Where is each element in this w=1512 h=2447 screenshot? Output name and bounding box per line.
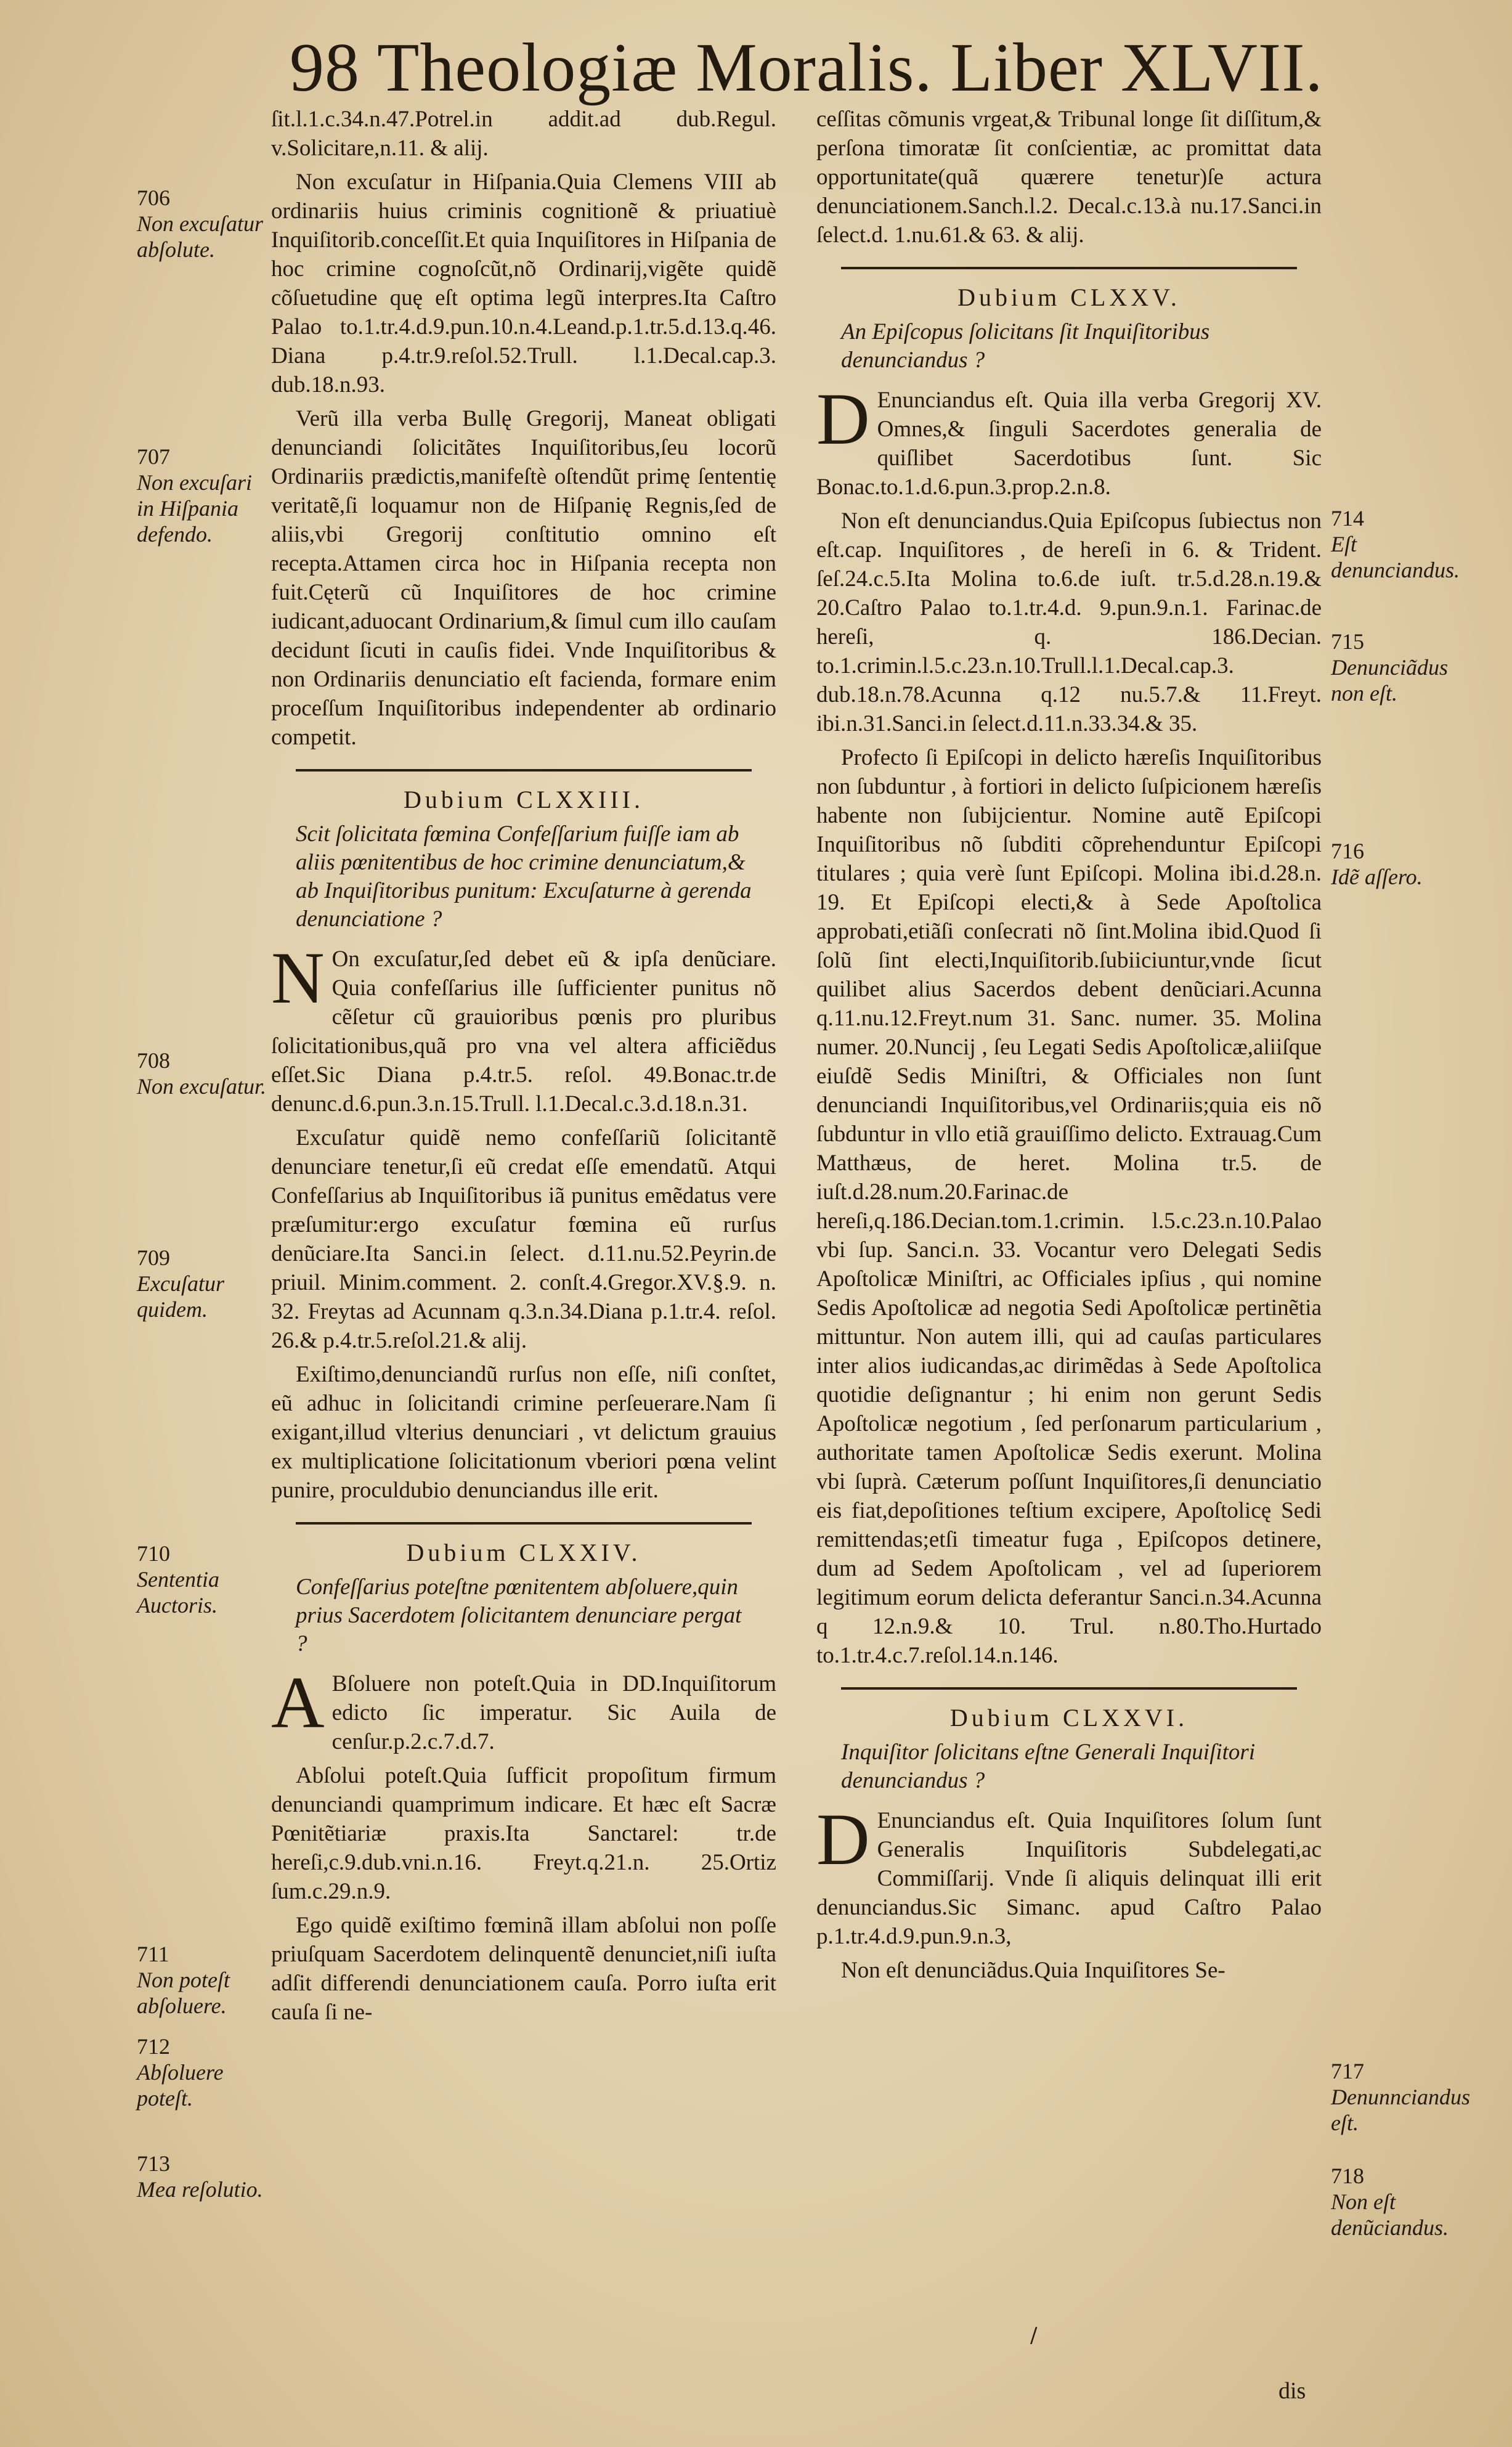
paragraph-text: Bſoluere non poteſt.Quia in DD.Inquiſitorum edicto ſic imperatur. Sic Auila de cenſur.p.2.c.7.d.7. [331, 1671, 776, 1754]
margin-note-716 [1331, 838, 1460, 890]
margin-note-text: Mea reſolutio. [137, 2177, 263, 2202]
margin-note-number: 708 [137, 1048, 170, 1073]
margin-note-text: Non excuſatur. [137, 1074, 266, 1099]
margin-note-number: 709 [137, 1245, 170, 1270]
margin-note-number: 711 [137, 1942, 169, 1966]
margin-note-number: 717 [1331, 2059, 1364, 2083]
dubium-heading: Dubium CLXXVI. [949, 1704, 1189, 1732]
margin-note-text: Eſt denunciandus. [1331, 532, 1460, 582]
paragraph-text: Enunciandus eſt. Quia illa verba Gregorij XV. Omnes,& ſinguli Sacerdotes generalia de quiſlibet Sacerdotibus ſunt. Sic Bonac.to.1.d.6.pun.3.prop.2.n.8. [816, 388, 1322, 500]
right-column [816, 105, 1322, 1990]
dubium-heading: Dubium CLXXV. [957, 283, 1181, 311]
margin-note-number: 707 [137, 444, 170, 469]
margin-note-718 [1331, 2163, 1460, 2241]
text-paragraph: Non excuſatur in Hiſpania.Quia Clemens VIII ab ordinariis huius criminis cognitionẽ & priuatiuè Inquiſitorib.conceſſit.Et quia Inquiſitores in Hiſpania de hoc crimine cognoſcũt,nõ Ordinarij,vigẽte quidẽ cõſuetudine quę eſt optima legũ interpres.Ita Caſtro Palao to.1.tr.4.d.9.pun.10.n.4.Leand.p.1.tr.5.d.13.q.46. Diana p.4.tr.9.reſol.52.Trull. l.1.Decal.cap.3. dub.18.n.93. [271, 169, 776, 397]
text-paragraph: ceſſitas cõmunis vrgeat,& Tribunal longe ſit diſſitum,& perſona timoratæ ſit conſcientiæ, ac promittat data opportunitate(quã quærere tenetur)ſe actura denunciationem.Sanch.l.2. Decal.c.13.à nu.17.Sanci.in ſelect.d. 1.nu.61.& 63. & alij. [816, 107, 1322, 248]
running-header [290, 25, 1386, 111]
margin-note-text: Abſoluere poteſt. [137, 2060, 224, 2111]
margin-note-707 [137, 444, 266, 547]
section-divider [296, 1522, 752, 1525]
text-paragraph: Abſolui poteſt.Quia ſufficit propoſitum firmum denunciandi quamprimum indicare. Et hæc eſt Sacræ Pœnitẽtiariæ praxis.Ita Sanctarel: tr.de hereſi,c.9.dub.vni.n.16. Freyt.q.21.n. 25.Ortiz ſum.c.29.n.9. [271, 1763, 776, 1904]
margin-note-715 [1331, 629, 1460, 706]
margin-note-text: Non excuſari in Hiſpania defendo. [137, 470, 252, 547]
catchword: dis [1278, 2378, 1306, 2404]
margin-note-number: 716 [1331, 839, 1364, 863]
margin-note-text: Excuſatur quidem. [137, 1271, 224, 1322]
margin-note-717 [1331, 2058, 1470, 2136]
margin-note-number: 713 [137, 2151, 170, 2176]
text-paragraph: Excuſatur quidẽ nemo confeſſariũ ſolicitantẽ denunciare tenetur,ſi eũ credat eſſe emendatũ. Atqui Confeſſarius ab Inquiſitoribus iã punitus emẽdatus vere præſumitur:ergo excuſatur fœmina eũ rurſus denũciare.Ita Sanci.in ſelect. d.11.nu.52.Peyrin.de priuil. Minim.comment. 2. conſt.4.Gregor.XV.§.9. n. 32. Freytas ad Acunnam q.3.n.34.Diana p.1.tr.4. reſol. 26.& p.4.tr.5.reſol.21.& alij. [271, 1125, 776, 1353]
margin-note-text: Non excuſatur abſolute. [137, 211, 263, 262]
margin-note-text: Sententia Auctoris. [137, 1567, 219, 1618]
margin-note-text: Idẽ aſſero. [1331, 865, 1423, 889]
margin-note-709 [137, 1245, 266, 1322]
text-paragraph [816, 378, 1322, 502]
drop-cap: D [816, 378, 870, 460]
margin-note-711 [137, 1941, 266, 2019]
text-paragraph: Verũ illa verba Bullę Gregorij, Maneat obligati denunciandi ſolicitãtes Inquiſitoribus,ſeu locorũ Ordinariis prædictis,manifeſtè oſtendũt primę ſententię veritatẽ,ſi loquamur non de Hiſpanię Regnis,ſed de aliis,vbi Gregorij conſtitutio omnino eſt recepta.Attamen circa hoc in Hiſpania recepta non fuit.Cęterũ cũ Inquiſitores de hoc crimine iudicant,aduocant Ordinarium,& ſimul cum illo cauſam decidunt ſicuti in cauſis fidei. Vnde Inquiſitoribus & non Ordinariis denunciatio eſt facienda, formare enim proceſſum Inquiſitoribus independenter ab ordinario competit. [271, 406, 776, 750]
dubium-heading: Dubium CLXXIII. [404, 786, 644, 813]
margin-note-708 [137, 1048, 266, 1099]
margin-note-710 [137, 1541, 266, 1618]
dubium-question: Scit ſolicitata fœmina Confeſſarium fuiſſe iam ab aliis pœnitentibus de hoc crimine denunciatum,& ab Inquiſitoribus punitum: Excuſaturne à gerenda denunciatione ? [296, 821, 752, 932]
drop-cap: D [816, 1798, 870, 1880]
section-divider [841, 267, 1297, 269]
margin-note-text: Denunnciandus eſt. [1331, 2085, 1470, 2135]
drop-cap: N [271, 937, 325, 1019]
margin-note-713 [137, 2151, 266, 2202]
margin-note-712 [137, 2034, 266, 2111]
margin-note-number: 714 [1331, 506, 1364, 531]
text-paragraph [271, 937, 776, 1118]
margin-note-number: 718 [1331, 2164, 1364, 2188]
text-paragraph: ſit.l.1.c.34.n.47.Potrel.in addit.ad dub.Regul. v.Solicitare,n.11. & alij. [271, 107, 776, 161]
paragraph-text: Enunciandus eſt. Quia Inquiſitores ſolum ſunt Generalis Inquiſitoris Subdelegati,ac Commiſſarij. Vnde ſi aliquis delinquat illi erit denunciandus.Sic Simanc. apud Caſtro Palao p.1.tr.4.d.9.pun.9.n.3, [816, 1808, 1322, 1949]
text-paragraph: Non eſt denunciandus.Quia Epiſcopus ſubiectus non eſt.cap. Inquiſitores , de hereſi in 6. & Trident. ſeſ.24.c.5.Ita Molina to.6.de iuſt. tr.5.d.28.n.19.& 20.Caſtro Palao to.1.tr.4.d. 9.pun.9.n.1. Farinac.de hereſi, q. 186.Decian. to.1.crimin.l.5.c.23.n.10.Trull.l.1.Decal.cap.3. dub.18.n.78.Acunna q.12 nu.5.7.& 11.Freyt. ibi.n.31.Sanci.in ſelect.d.11.n.33.34.& 35. [816, 508, 1322, 736]
margin-note-number: 710 [137, 1541, 170, 1566]
margin-note-number: 706 [137, 185, 170, 210]
left-column [271, 105, 776, 2032]
dubium-question: An Epiſcopus ſolicitans ſit Inquiſitoribus denunciandus ? [841, 319, 1210, 373]
text-paragraph: Ego quidẽ exiſtimo fœminã illam abſolui non poſſe priuſquam Sacerdotem delinquentẽ denunciet,niſi iuſta adſit differendi denunciationem cauſa. Porro iuſta erit cauſa ſi ne- [271, 1913, 776, 2025]
text-paragraph: Profecto ſi Epiſcopi in delicto hæreſis Inquiſitoribus non ſubduntur , à fortiori in delicto ſuſpicionem hæreſis habente non ſubijcientur. Nomine autẽ Epiſcopi Inquiſitoribus nõ ſubditi cõprehenduntur Epiſcopi titulares ; quia verè ſunt Epiſcopi. Molina ibi.d.28.n. 19. Et Epiſcopi electi,& à Sede Apoſtolica approbati,etiãſi conſecrati nõ ſint.Molina ibid.Quod ſi ſolũ ſint electi,Inquiſitorib.ſubiiciuntur,vnde ſicut quilibet alius Sacerdos debent denũciari.Acunna q.11.nu.12.Freyt.num 31. Sanc. numer. 35. Molina numer. 20.Nuncij , ſeu Legati Sedis Apoſtolicæ,aliiſque eiuſdẽ Sedis Miniſtri, & Officiales non ſunt denunciandi Inquiſitoribus,vel Ordinariis;quia eis nõ ſubduntur in vllo etiã grauiſſimo delicto. Extrauag.Cum Matthæus, de heret. Molina tr.5. de iuſt.d.28.num.20.Farinac.de hereſi,q.186.Decian.tom.1.crimin. l.5.c.23.n.10.Palao vbi ſup. Sanci.n. 33. Vocantur vero Delegati Sedis Apoſtolicæ Miniſtri, ac Officiales ipſius , qui nomine Sedis Apoſtolicæ ad negotia Sedi Apoſtolicæ pertinẽtia mittuntur. Non autem illi, qui ad cauſas particulares inter alios iudicandas,ac dirimẽdas à Sede Apoſtolica quotidie deſignantur ; hi enim non gerunt Sedis Apoſtolicæ negotium , ſed perſonarum particularium , authoritate tamen Apoſtolicæ Sedis exerunt. Molina vbi ſuprà. Cæterum poſſunt Inquiſitores,ſi denunciatio eis fiat,depoſitiones teſtium excipere, Apoſtolicę Sedi remittendas;etſi timeatur fuga , Epiſcopos detinere, dum ad Sedem Apoſtolicam , vel ad ſuperiorem legitimum eorum delicta deferantur Sanci.n.34.Acunna q 12.n.9.& 10. Trul. n.80.Tho.Hurtado to.1.tr.4.c.7.reſol.14.n.146. [816, 745, 1322, 1668]
margin-note-number: 715 [1331, 629, 1364, 654]
margin-note-number: 712 [137, 2034, 170, 2059]
text-paragraph [271, 1661, 776, 1756]
paragraph-text: On excuſatur,ſed debet eũ & ipſa denũciare. Quia confeſſarius ille ſufficienter punitus nõ cẽſetur cũ grauioribus pœnis pro pluribus ſolicitationibus,quã pro vna vel altera afficiẽdus eſſet.Sic Diana p.4.tr.5. reſol. 49.Bonac.tr.de denunc.d.6.pun.3.n.15.Trull. l.1.Decal.c.3.d.18.n.31. [271, 947, 776, 1117]
dubium-question: Confeſſarius poteſtne pœnitentem abſoluere,quin prius Sacerdotem ſolicitantem denunciare pergat ? [296, 1574, 742, 1656]
margin-note-text: Non eſt denũciandus. [1331, 2189, 1449, 2240]
margin-note-text: Denunciãdus non eſt. [1331, 655, 1448, 706]
text-paragraph: Exiſtimo,denunciandũ rurſus non eſſe, niſi conſtet, eũ adhuc in ſolicitandi crimine perſeuerare.Nam ſi exigant,illud vlterius denunciari , vt delictum grauius ex multiplicatione ſolicitationum vberiori pœna velint punire, proculdubio denunciandus ille erit. [271, 1362, 776, 1503]
text-paragraph: Non eſt denunciãdus.Quia Inquiſitores Se- [841, 1958, 1225, 1983]
margin-note-text: Non poteſt abſoluere. [137, 1968, 230, 2018]
margin-note-714 [1331, 505, 1460, 583]
section-divider [296, 769, 752, 772]
margin-note-706 [137, 185, 266, 263]
folio-mark: / [1030, 2323, 1038, 2348]
text-paragraph [816, 1798, 1322, 1951]
dubium-question: Inquiſitor ſolicitans eſtne Generali Inquiſitori denunciandus ? [841, 1740, 1256, 1793]
dubium-heading: Dubium CLXXIV. [406, 1539, 641, 1566]
section-divider [841, 1687, 1297, 1690]
running-title: Theologiæ Moralis. Liber XLVII. [377, 30, 1323, 106]
drop-cap: A [271, 1661, 325, 1743]
page-number: 98 [290, 30, 360, 106]
